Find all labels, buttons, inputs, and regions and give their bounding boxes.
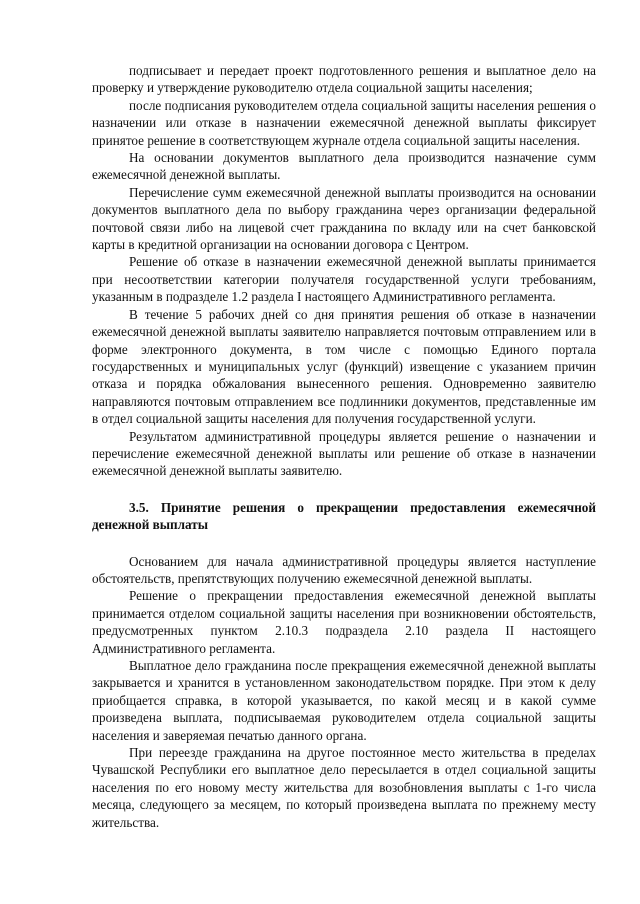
paragraph: Перечисление сумм ежемесячной денежной выплаты производится на основании документов выплатного дела по выбору гражданина через организации федеральной почтовой связи либо на лицевой счет гражданина по вкладу или на счет банковской карты в кредитной организации на основании договора с Центром. (92, 184, 596, 253)
paragraph: Основанием для начала административной процедуры является наступление обстоятельств, препятствующих получению ежемесячной денежной выплаты. (92, 553, 596, 586)
paragraphs-before (92, 62, 596, 480)
paragraph: Решение об отказе в назначении ежемесячной денежной выплаты принимается при несоответствии категории получателя государственной услуги требованиям, указанным в подразделе 1.2 раздела I настоящего Административного регламента. (92, 254, 596, 305)
paragraph: При переезде гражданина на другое постоянное место жительства в пределах Чувашской Республики его выплатное дело пересылается в отдел социальной защиты населения по его новому месту жительства для возобновления выплаты с 1-го числа месяца, следующего за месяцем, по который произведена выплата по прежнему месту жительства. (92, 745, 596, 830)
paragraph: В течение 5 рабочих дней со дня принятия решения об отказе в назначении ежемесячной денежной выплаты заявителю направляется почтовым отправлением или в форме электронного документа, в том числе с помощью Единого портала государственных и муниципальных услуг (функций) извещение с указанием причин отказа и порядка обжалования вынесенного решения. Одновременно заявителю направляются почтовым отправлением все подлинники документов, представленные им в отдел социальной защиты населения для получения государственной услуги. (92, 306, 596, 427)
section-heading: 3.5. Принятие решения о прекращении предоставления ежемесячной денежной выплаты (92, 499, 596, 533)
paragraph: Выплатное дело гражданина после прекращения ежемесячной денежной выплаты закрывается и хранится в установленном законодательством порядке. При этом к делу приобщается справка, в которой указывается, по какой месяц и в какой сумме произведена выплата, подписываемая руководителем отдела социальной защиты населения и заверяемая печатью данного органа. (92, 658, 596, 743)
paragraph: Решение о прекращении предоставления ежемесячной денежной выплаты принимается отделом социальной защиты населения при возникновении обстоятельств, предусмотренных пунктом 2.10.3 подраздела 2.10 раздела II настоящего Административного регламента. (92, 588, 596, 656)
paragraph: подписывает и передает проект подготовленного решения и выплатное дело на проверку и утверждение руководителю отдела социальной защиты населения; (92, 63, 596, 96)
paragraph: Результатом административной процедуры является решение о назначении и перечисление ежемесячной денежной выплаты или решение об отказе в назначении ежемесячной денежной выплаты заявителю. (92, 428, 596, 479)
paragraph: На основании документов выплатного дела производится назначение сумм ежемесячной денежной выплаты. (92, 150, 596, 183)
paragraphs-after (92, 553, 596, 832)
paragraph: после подписания руководителем отдела социальной защиты населения решения о назначении или отказе в назначении ежемесячной денежной выплаты фиксирует принятое решение в соответствующем журнале отдела социальной защиты населения. (92, 97, 597, 148)
